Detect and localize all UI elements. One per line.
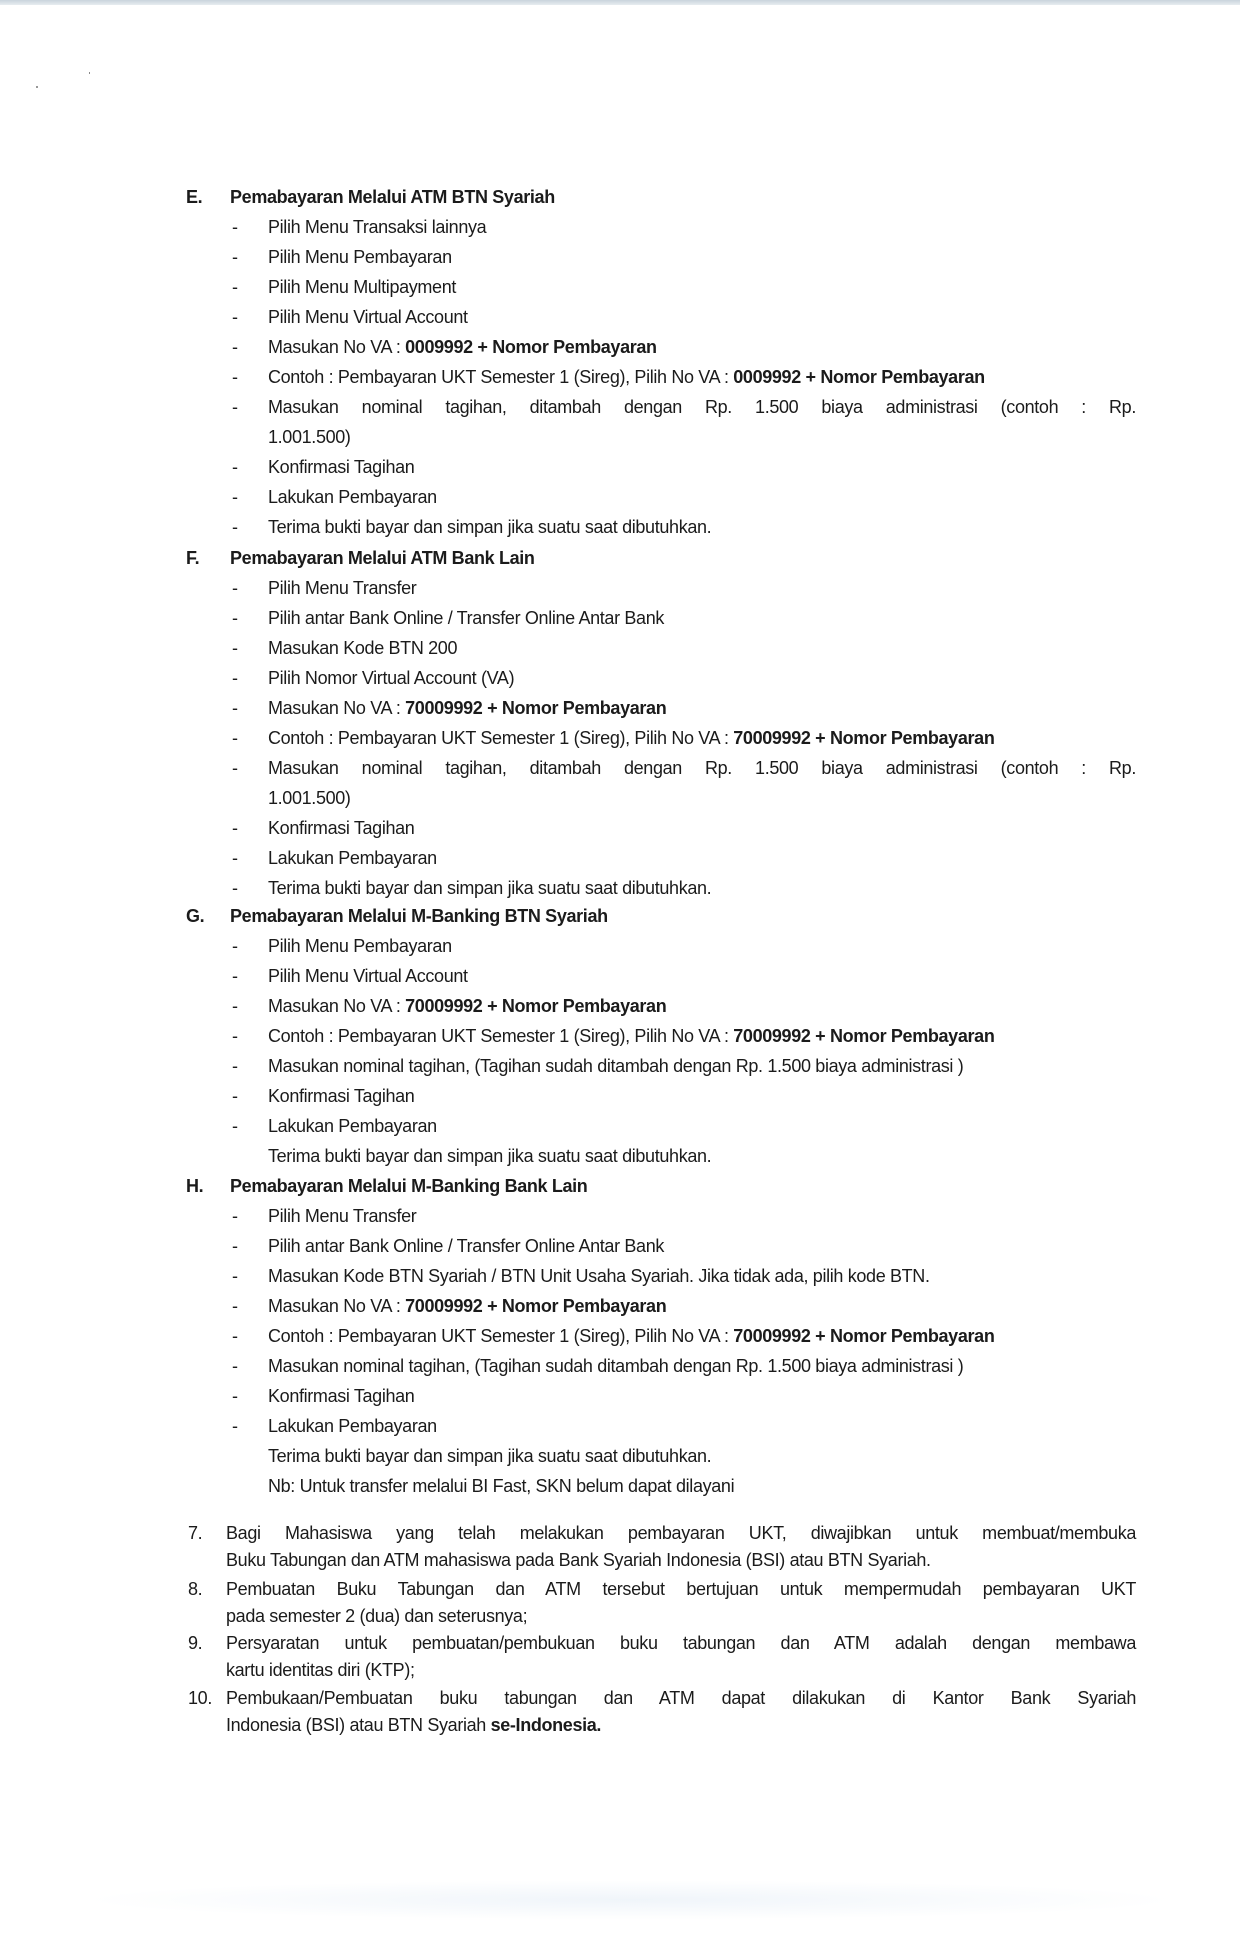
scan-bottom-haze (80, 1880, 1180, 1920)
list-item (268, 991, 666, 1021)
section-heading: Pemabayaran Melalui M-Banking BTN Syariah (230, 906, 608, 926)
bullet-dash: - (232, 966, 238, 986)
virtual-account-number: 70009992 + Nomor Pembayaran (405, 1296, 667, 1316)
numbered-label: 8. (188, 1579, 203, 1599)
bullet-dash: - (232, 1026, 238, 1046)
item-text: Masukan No VA : (268, 1296, 406, 1316)
list-item: Pilih Menu Virtual Account (268, 966, 468, 986)
item-text: Masukan No VA : (268, 698, 406, 718)
numbered-label: 10. (188, 1688, 212, 1708)
list-item: Lakukan Pembayaran (268, 1416, 437, 1436)
bullet-dash: - (232, 848, 238, 868)
scan-top-edge (0, 0, 1240, 5)
item-text: Buku Tabungan dan ATM mahasiswa pada Bank Syariah Indonesia (BSI) atau BTN Syariah. (226, 1550, 931, 1570)
virtual-account-number: 0009992 + Nomor Pembayaran (733, 367, 985, 387)
virtual-account-number: 70009992 + Nomor Pembayaran (405, 698, 667, 718)
bullet-dash: - (232, 1116, 238, 1136)
list-item: Masukan Kode BTN Syariah / BTN Unit Usaha Syariah. Jika tidak ada, pilih kode BTN. (268, 1266, 930, 1286)
bullet-dash: - (232, 1326, 238, 1346)
bullet-dash: - (232, 758, 238, 778)
item-text: Contoh : Pembayaran UKT Semester 1 (Sireg), Pilih No VA : (268, 728, 734, 748)
list-item (268, 1291, 666, 1321)
numbered-item: Bagi Mahasiswa yang telah melakukan pembayaran UKT, diwajibkan untuk membuat/membuka (226, 1523, 1136, 1543)
list-item (268, 332, 657, 362)
list-item: Terima bukti bayar dan simpan jika suatu saat dibutuhkan. (268, 878, 712, 898)
list-item: Konfirmasi Tagihan (268, 1086, 415, 1106)
virtual-account-number: 70009992 + Nomor Pembayaran (733, 728, 995, 748)
section-label: E. (186, 187, 203, 207)
numbered-item-continuation (226, 1712, 601, 1739)
bullet-dash: - (232, 638, 238, 658)
section-label: H. (186, 1176, 204, 1196)
list-item: Pilih Menu Pembayaran (268, 936, 452, 956)
section-label: G. (186, 906, 205, 926)
numbered-item-continuation (226, 1547, 931, 1574)
bullet-dash: - (232, 1086, 238, 1106)
bullet-dash: - (232, 277, 238, 297)
bullet-dash: - (232, 1416, 238, 1436)
section-heading: Pemabayaran Melalui M-Banking Bank Lain (230, 1176, 588, 1196)
numbered-item-continuation (226, 1603, 527, 1630)
item-text: Masukan No VA : (268, 337, 406, 357)
numbered-item: Pembuatan Buku Tabungan dan ATM tersebut bertujuan untuk mempermudah pembayaran UKT (226, 1579, 1136, 1599)
bullet-dash: - (232, 397, 238, 417)
numbered-item: Persyaratan untuk pembuatan/pembukuan buku tabungan dan ATM adalah dengan membawa (226, 1633, 1136, 1653)
bullet-dash: - (232, 578, 238, 598)
section-label: F. (186, 548, 200, 568)
list-item: Konfirmasi Tagihan (268, 1386, 415, 1406)
virtual-account-number: 70009992 + Nomor Pembayaran (405, 996, 667, 1016)
bullet-dash: - (232, 608, 238, 628)
list-item-continuation: 1.001.500) (268, 427, 351, 447)
bullet-dash: - (232, 1356, 238, 1376)
bullet-dash: - (232, 487, 238, 507)
list-item: Lakukan Pembayaran (268, 848, 437, 868)
bullet-dash: - (232, 818, 238, 838)
bullet-dash: - (232, 936, 238, 956)
item-text: Contoh : Pembayaran UKT Semester 1 (Sireg), Pilih No VA : (268, 367, 734, 387)
section-heading: Pemabayaran Melalui ATM Bank Lain (230, 548, 535, 568)
bullet-dash: - (232, 367, 238, 387)
list-item: Masukan nominal tagihan, ditambah dengan Rp. 1.500 biaya administrasi (contoh : Rp. (268, 758, 1136, 778)
bullet-dash: - (232, 878, 238, 898)
list-note: Terima bukti bayar dan simpan jika suatu saat dibutuhkan. (268, 1446, 712, 1466)
numbered-item: Pembukaan/Pembuatan buku tabungan dan ATM dapat dilakukan di Kantor Bank Syariah (226, 1688, 1136, 1708)
item-text: Contoh : Pembayaran UKT Semester 1 (Sireg), Pilih No VA : (268, 1026, 734, 1046)
bullet-dash: - (232, 337, 238, 357)
scan-speck (36, 86, 38, 88)
scan-speck (89, 72, 90, 74)
list-item-continuation: 1.001.500) (268, 788, 351, 808)
list-item: Konfirmasi Tagihan (268, 457, 415, 477)
list-note: Terima bukti bayar dan simpan jika suatu saat dibutuhkan. (268, 1146, 712, 1166)
list-item: Lakukan Pembayaran (268, 487, 437, 507)
list-note: Nb: Untuk transfer melalui BI Fast, SKN belum dapat dilayani (268, 1476, 735, 1496)
bullet-dash: - (232, 517, 238, 537)
bullet-dash: - (232, 996, 238, 1016)
bullet-dash: - (232, 1056, 238, 1076)
list-item: Pilih Menu Multipayment (268, 277, 457, 297)
virtual-account-number: 70009992 + Nomor Pembayaran (733, 1326, 995, 1346)
item-text: Indonesia (BSI) atau BTN Syariah (226, 1715, 491, 1735)
virtual-account-number: 70009992 + Nomor Pembayaran (733, 1026, 995, 1046)
list-item: Terima bukti bayar dan simpan jika suatu saat dibutuhkan. (268, 517, 712, 537)
list-item: Masukan Kode BTN 200 (268, 638, 458, 658)
item-text: Contoh : Pembayaran UKT Semester 1 (Sireg), Pilih No VA : (268, 1326, 734, 1346)
item-text: kartu identitas diri (KTP); (226, 1660, 415, 1680)
numbered-label: 7. (188, 1523, 203, 1543)
bullet-dash: - (232, 1266, 238, 1286)
list-item: Pilih Menu Pembayaran (268, 247, 452, 267)
bullet-dash: - (232, 1296, 238, 1316)
virtual-account-number: 0009992 + Nomor Pembayaran (405, 337, 657, 357)
bullet-dash: - (232, 307, 238, 327)
numbered-label: 9. (188, 1633, 203, 1653)
bullet-dash: - (232, 217, 238, 237)
list-item: Pilih Menu Transaksi lainnya (268, 217, 487, 237)
numbered-item-continuation (226, 1657, 415, 1684)
list-item: Pilih Menu Transfer (268, 1206, 417, 1226)
list-item: Pilih Nomor Virtual Account (VA) (268, 668, 515, 688)
list-item (268, 1321, 994, 1351)
item-text: Masukan No VA : (268, 996, 406, 1016)
list-item: Pilih Menu Virtual Account (268, 307, 468, 327)
bullet-dash: - (232, 1386, 238, 1406)
list-item: Masukan nominal tagihan, (Tagihan sudah ditambah dengan Rp. 1.500 biaya administrasi ) (268, 1356, 964, 1376)
list-item: Pilih Menu Transfer (268, 578, 417, 598)
bullet-dash: - (232, 668, 238, 688)
list-item: Pilih antar Bank Online / Transfer Online Antar Bank (268, 1236, 665, 1256)
list-item (268, 1021, 994, 1051)
list-item (268, 723, 994, 753)
list-item (268, 362, 985, 392)
bullet-dash: - (232, 457, 238, 477)
list-item: Masukan nominal tagihan, (Tagihan sudah ditambah dengan Rp. 1.500 biaya administrasi ) (268, 1056, 964, 1076)
list-item (268, 693, 666, 723)
list-item: Lakukan Pembayaran (268, 1116, 437, 1136)
item-text: pada semester 2 (dua) dan seterusnya; (226, 1606, 528, 1626)
list-item: Pilih antar Bank Online / Transfer Online Antar Bank (268, 608, 665, 628)
list-item: Masukan nominal tagihan, ditambah dengan Rp. 1.500 biaya administrasi (contoh : Rp. (268, 397, 1136, 417)
bullet-dash: - (232, 1206, 238, 1226)
bullet-dash: - (232, 247, 238, 267)
bullet-dash: - (232, 1236, 238, 1256)
bullet-dash: - (232, 698, 238, 718)
section-heading: Pemabayaran Melalui ATM BTN Syariah (230, 187, 555, 207)
list-item: Konfirmasi Tagihan (268, 818, 415, 838)
bullet-dash: - (232, 728, 238, 748)
emphasis-text: se-Indonesia. (490, 1715, 602, 1735)
